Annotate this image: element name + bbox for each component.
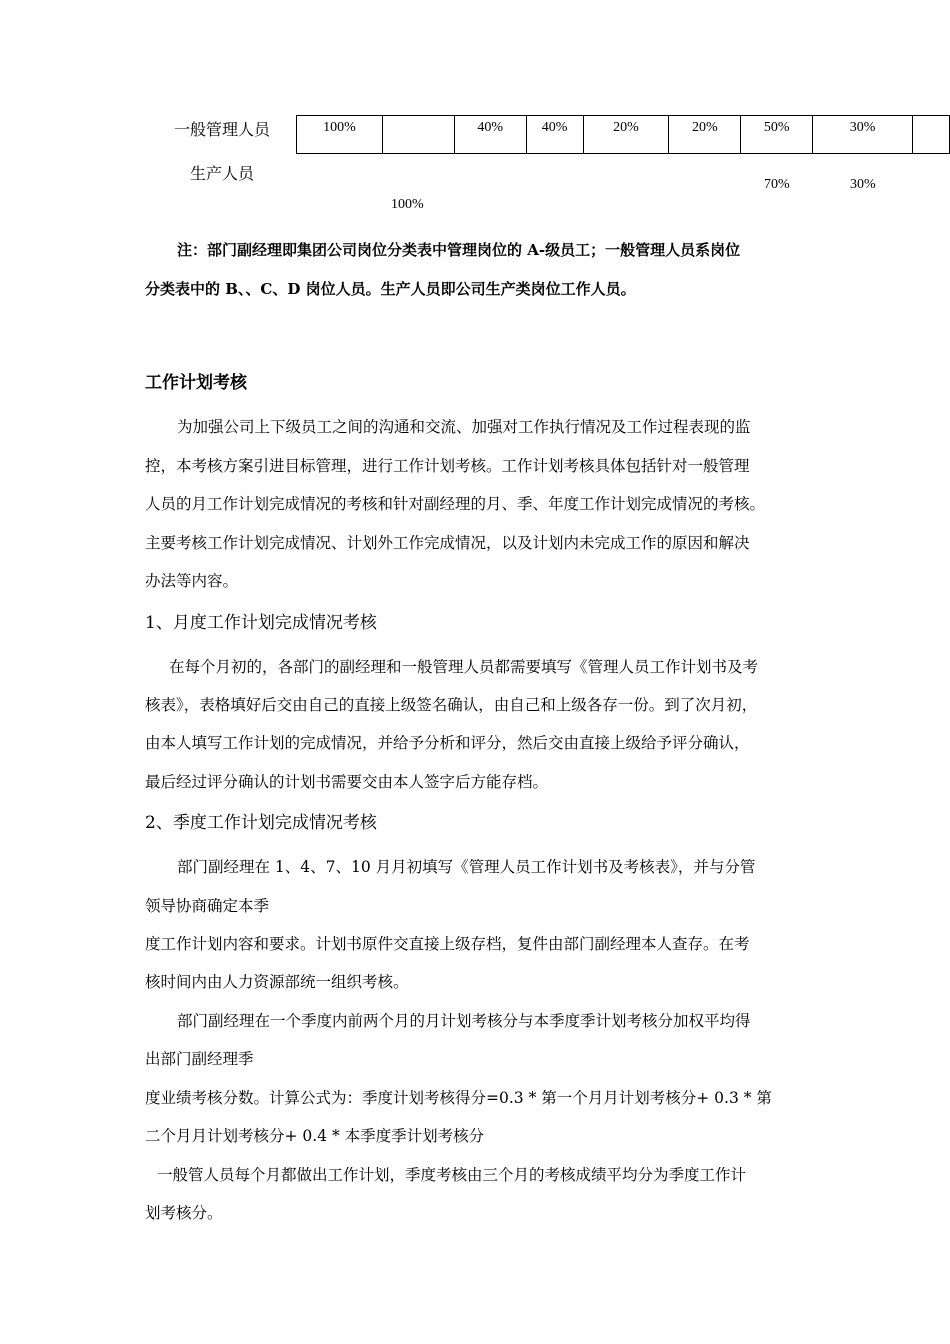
intro-line: 控，本考核方案引进目标管理，进行工作计划考核。工作计划考核具体包括针对一般管理 xyxy=(145,457,750,475)
intro-line: 为加强公司上下级员工之间的沟通和交流、加强对工作执行情况及工作过程表现的监 xyxy=(177,418,751,436)
quarterly-line: 部门副经理在 1、4、7、10 月月初填写《管理人员工作计划书及考核表》，并与分管 xyxy=(177,858,756,876)
quarterly-line: 出部门副经理季 xyxy=(145,1050,254,1068)
intro-line: 办法等内容。 xyxy=(145,572,239,590)
table-cell: 20% xyxy=(669,116,741,154)
quarterly-line: 一般管人员每个月都做出工作计划，季度考核由三个月的考核成绩平均分为季度工作计 xyxy=(157,1166,747,1184)
section-title: 工作计划考核 xyxy=(145,373,247,393)
table-row-label-production-staff: 生产人员 xyxy=(190,164,255,183)
table-cell: 20% xyxy=(583,116,669,154)
table-row xyxy=(297,116,950,154)
note-line-2: 分类表中的 B、、C、D 岗位人员。生产人员即公司生产类岗位工作人员。 xyxy=(145,280,636,298)
quarterly-line: 度工作计划内容和要求。计划书原件交直接上级存档，复件由部门副经理本人查存。在考 xyxy=(145,935,750,953)
quarterly-line: 部门副经理在一个季度内前两个月的月计划考核分与本季度季计划考核分加权平均得 xyxy=(177,1012,751,1030)
monthly-line: 由本人填写工作计划的完成情况，并给予分析和评分，然后交由直接上级给予评分确认， xyxy=(145,734,750,752)
subsection-title-quarterly: 2、季度工作计划完成情况考核 xyxy=(145,813,377,833)
quarterly-line: 核时间内由人力资源部统一组织考核。 xyxy=(145,973,409,991)
table-cell: 30% xyxy=(813,116,913,154)
subsection-title-monthly: 1、月度工作计划完成情况考核 xyxy=(145,613,377,633)
intro-line: 人员的月工作计划完成情况的考核和针对副经理的月、季、年度工作计划完成情况的考核。 xyxy=(145,495,766,513)
table-cell: 40% xyxy=(526,116,583,154)
quarterly-line: 二个月月计划考核分+ 0.4 * 本季度季计划考核分 xyxy=(145,1127,485,1145)
table-cell: 40% xyxy=(454,116,526,154)
table-row-label-general-staff: 一般管理人员 xyxy=(174,120,271,139)
table-cell xyxy=(913,116,950,154)
monthly-line: 最后经过评分确认的计划书需要交由本人签字后方能存档。 xyxy=(145,773,549,791)
monthly-line: 在每个月初的，各部门的副经理和一般管理人员都需要填写《管理人员工作计划书及考 xyxy=(169,658,759,676)
table-cell xyxy=(382,116,454,154)
note-line-1: 注：部门副经理即集团公司岗位分类表中管理岗位的 A-级员工；一般管理人员系岗位 xyxy=(177,241,741,259)
weight-table xyxy=(296,115,950,154)
intro-line: 主要考核工作计划完成情况、计划外工作完成情况，以及计划内未完成工作的原因和解决 xyxy=(145,534,750,552)
production-value-1: 70% xyxy=(764,177,790,192)
table-cell: 100% xyxy=(297,116,383,154)
quarterly-line: 领导协商确定本季 xyxy=(145,897,270,915)
table-cell: 50% xyxy=(741,116,813,154)
quarterly-line: 划考核分。 xyxy=(145,1204,223,1222)
production-value-2: 30% xyxy=(850,177,876,192)
production-value-3: 100% xyxy=(391,197,424,212)
monthly-line: 核表》，表格填好后交由自己的直接上级签名确认，由自己和上级各存一份。到了次月初， xyxy=(145,696,758,714)
quarterly-line: 度业绩考核分数。计算公式为：季度计划考核得分=0.3 * 第一个月月计划考核分+ 0.3 * 第 xyxy=(145,1089,772,1107)
